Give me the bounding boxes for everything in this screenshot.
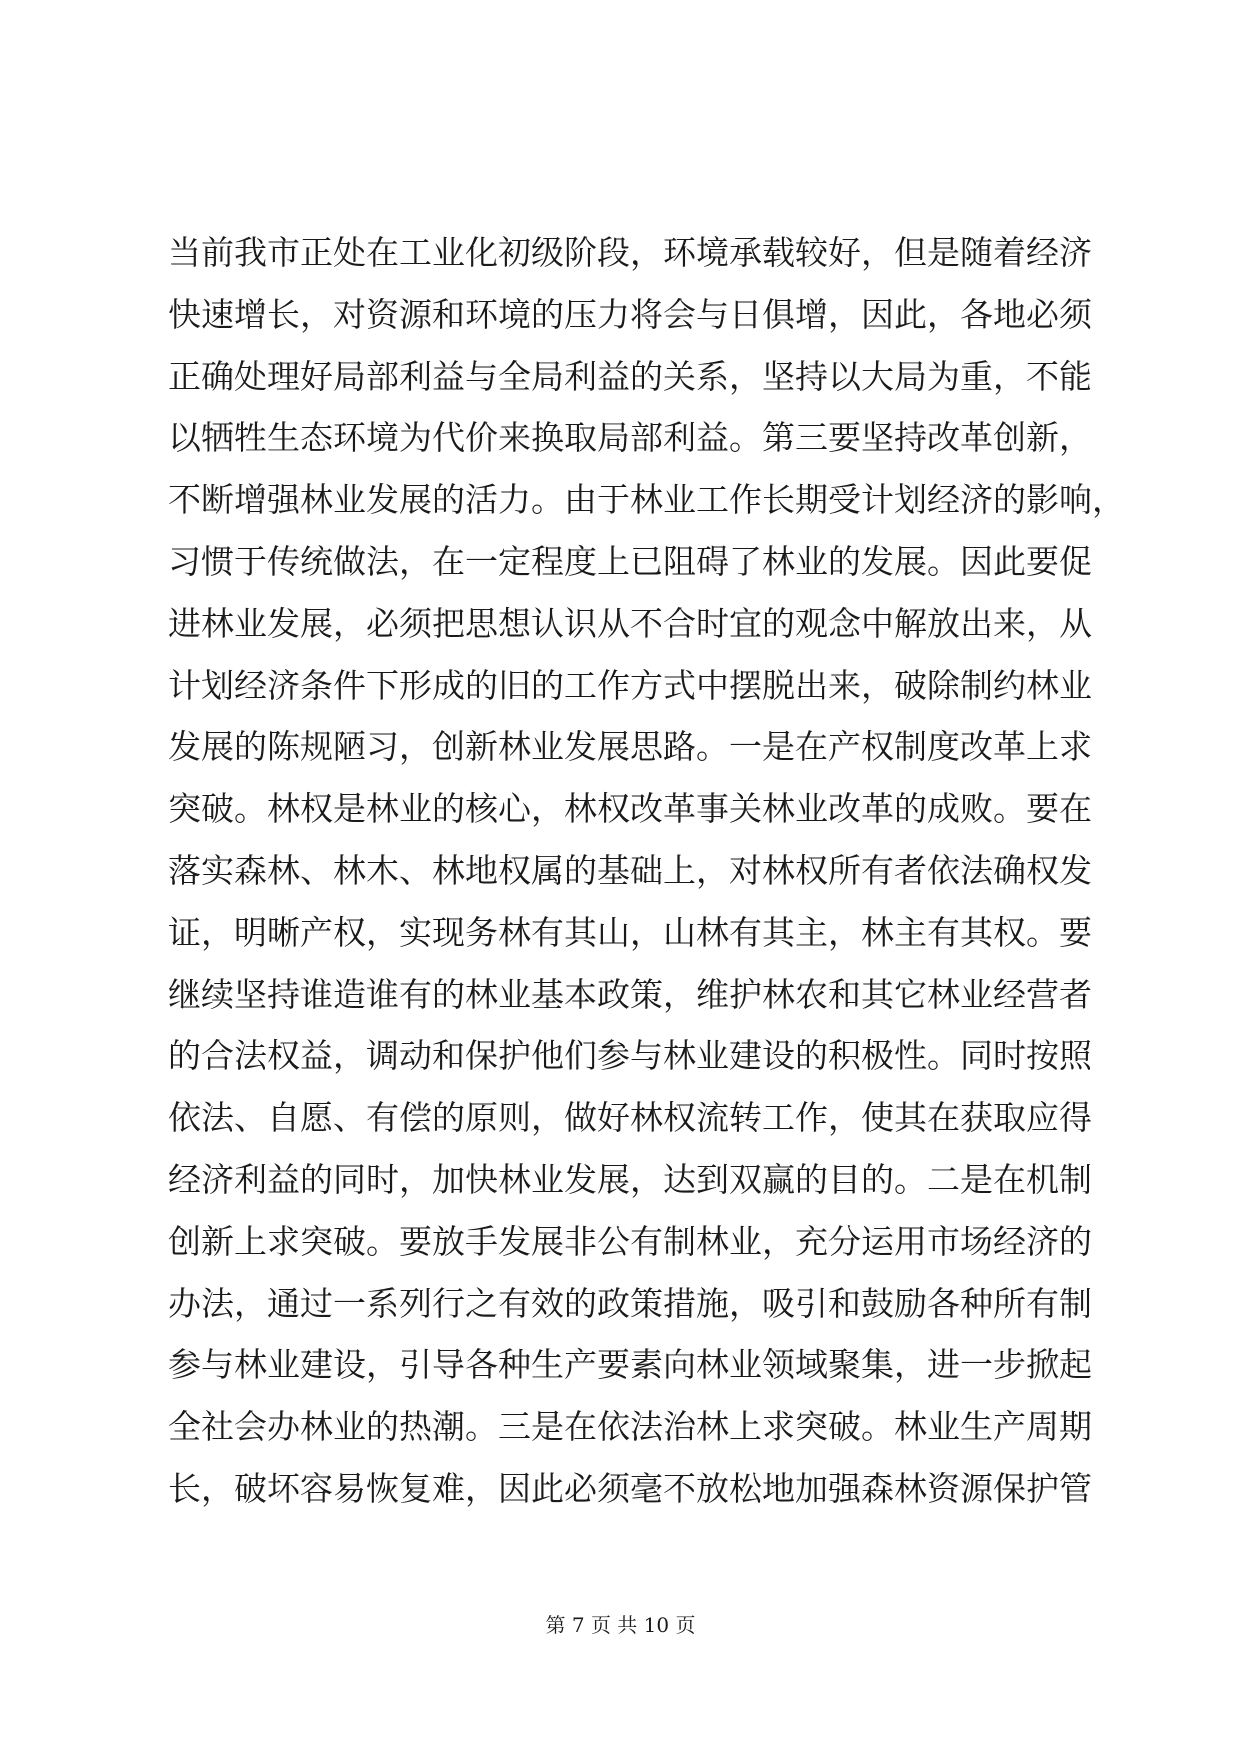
text-line: 当前我市正处在工业化初级阶段，环境承载较好，但是随着经济 <box>168 233 1092 272</box>
body-text <box>168 228 1125 1526</box>
page-number-footer: 第 7 页 共 10 页 <box>545 1613 696 1637</box>
text-line: 的合法权益，调动和保护他们参与林业建设的积极性。同时按照 <box>168 1036 1092 1076</box>
text-line: 落实森林、林木、林地权属的基础上，对林权所有者依法确权发 <box>168 850 1092 890</box>
text-line: 以牺牲生态环境为代价来换取局部利益。第三要坚持改革创新， <box>168 418 1092 458</box>
text-line: 发展的陈规陋习，创新林业发展思路。一是在产权制度改革上求 <box>168 727 1092 767</box>
text-line: 继续坚持谁造谁有的林业基本政策，维护林农和其它林业经营者 <box>168 974 1092 1014</box>
text-line: 全社会办林业的热潮。三是在依法治林上求突破。林业生产周期 <box>168 1407 1092 1447</box>
text-line: 突破。林权是林业的核心，林权改革事关林业改革的成败。要在 <box>168 789 1092 829</box>
text-line: 长，破坏容易恢复难，因此必须毫不放松地加强森林资源保护管 <box>168 1468 1092 1508</box>
text-line: 参与林业建设，引导各种生产要素向林业领域聚集，进一步掀起 <box>168 1345 1092 1385</box>
text-line: 计划经济条件下形成的旧的工作方式中摆脱出来，破除制约林业 <box>168 665 1092 705</box>
text-line: 不断增强林业发展的活力。由于林业工作长期受计划经济的影响， <box>168 480 1125 520</box>
text-line: 正确处理好局部利益与全局利益的关系，坚持以大局为重，不能 <box>168 356 1092 396</box>
text-line: 快速增长，对资源和环境的压力将会与日俱增，因此，各地必须 <box>168 294 1092 334</box>
text-line: 进林业发展，必须把思想认识从不合时宜的观念中解放出来，从 <box>168 603 1092 643</box>
text-line: 证，明晰产权，实现务林有其山，山林有其主，林主有其权。要 <box>168 912 1092 952</box>
text-line: 创新上求突破。要放手发展非公有制林业，充分运用市场经济的 <box>168 1221 1092 1261</box>
text-line: 经济利益的同时，加快林业发展，达到双赢的目的。二是在机制 <box>168 1159 1092 1199</box>
text-line: 依法、自愿、有偿的原则，做好林权流转工作，使其在获取应得 <box>168 1098 1092 1138</box>
text-line: 办法，通过一系列行之有效的政策措施，吸引和鼓励各种所有制 <box>168 1283 1092 1323</box>
text-line: 习惯于传统做法，在一定程度上已阻碍了林业的发展。因此要促 <box>168 541 1092 581</box>
